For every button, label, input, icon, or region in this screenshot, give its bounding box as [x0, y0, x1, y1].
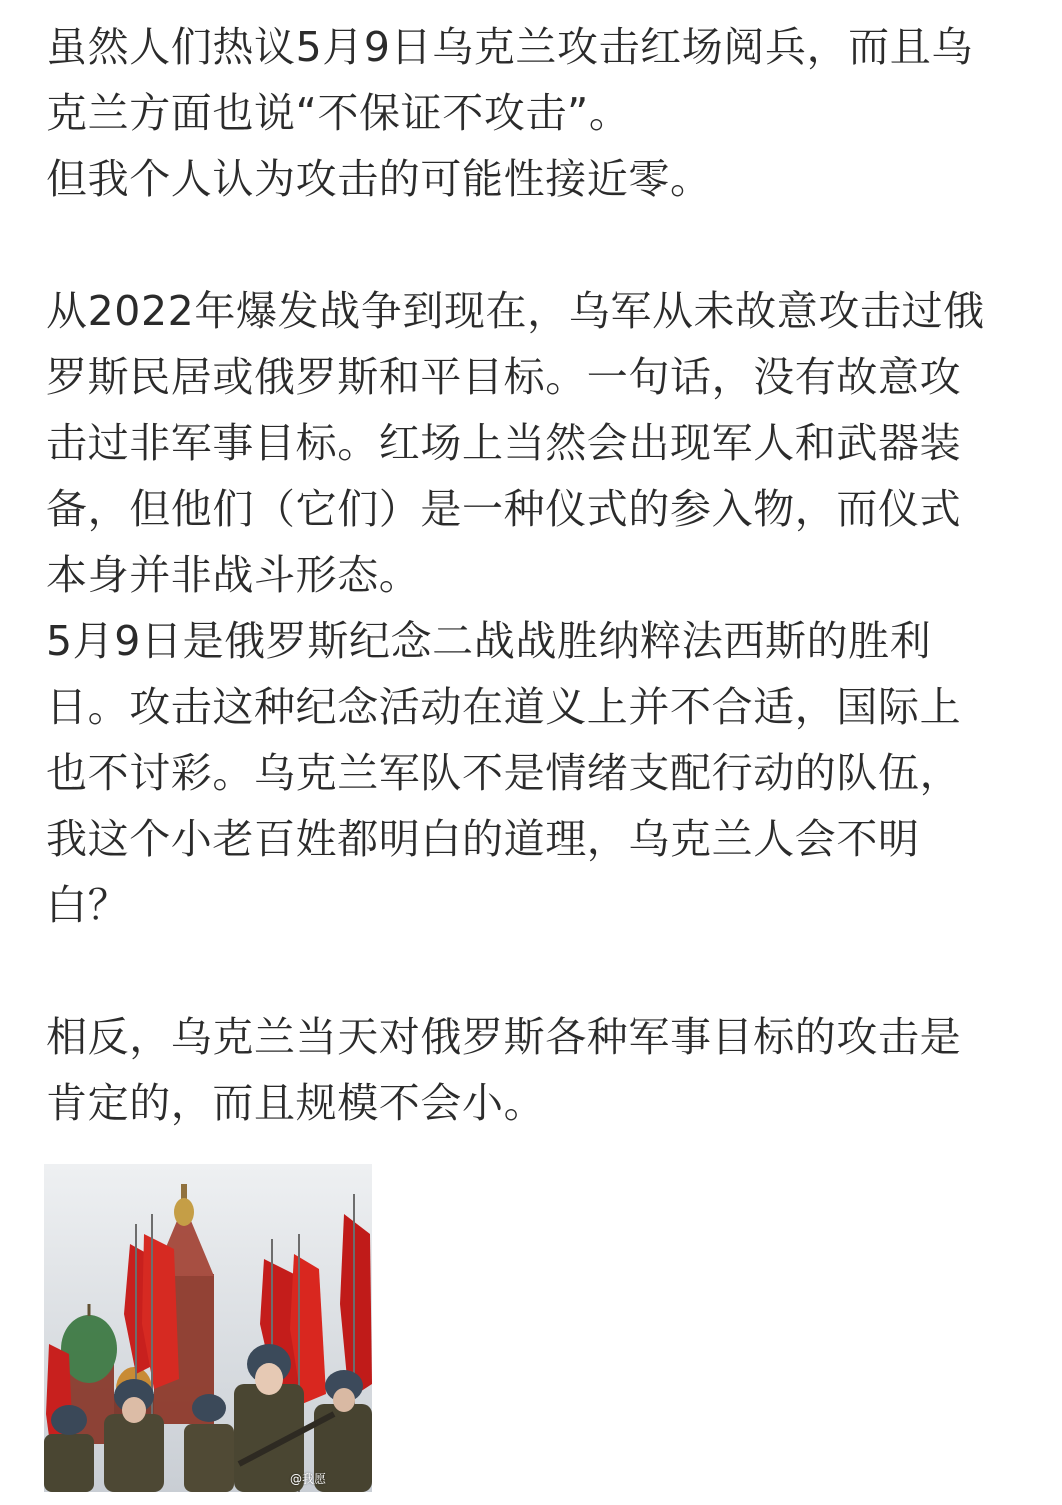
post-image[interactable]	[44, 1164, 372, 1492]
paragraph	[46, 14, 1036, 212]
paragraph-gap	[46, 938, 1036, 1004]
text-line: 但我个人认为攻击的可能性接近零。	[46, 155, 712, 203]
paragraph-gap	[46, 212, 1036, 278]
text-line: 从2022年爆发战争到现在，乌军从未故意攻击过俄	[46, 287, 985, 335]
text-line: 克兰方面也说“不保证不攻击”。	[46, 89, 631, 137]
text-line: 虽然人们热议5月9日乌克兰攻击红场阅兵，而且乌	[46, 23, 973, 71]
parade-photo	[44, 1164, 372, 1492]
text-line: 相反，乌克兰当天对俄罗斯各种军事目标的攻击是	[46, 1013, 962, 1061]
text-line: 5月9日是俄罗斯纪念二战战胜纳粹法西斯的胜利	[46, 617, 932, 665]
image-watermark: @我愿	[290, 1472, 327, 1486]
text-line: 击过非军事目标。红场上当然会出现军人和武器装	[46, 419, 962, 467]
text-line: 白？	[46, 881, 130, 929]
paragraph	[46, 1004, 1036, 1136]
text-line: 我这个小老百姓都明白的道理，乌克兰人会不明	[46, 815, 920, 863]
text-line: 罗斯民居或俄罗斯和平目标。一句话，没有故意攻	[46, 353, 962, 401]
text-line: 也不讨彩。乌克兰军队不是情绪支配行动的队伍，	[46, 749, 962, 797]
text-line: 日。攻击这种纪念活动在道义上并不合适，国际上	[46, 683, 962, 731]
text-line: 本身并非战斗形态。	[46, 551, 421, 599]
post-body	[46, 14, 1036, 1136]
text-line: 肯定的，而且规模不会小。	[46, 1079, 546, 1127]
text-line: 备，但他们（它们）是一种仪式的参入物，而仪式	[46, 485, 962, 533]
paragraph	[46, 278, 1036, 938]
